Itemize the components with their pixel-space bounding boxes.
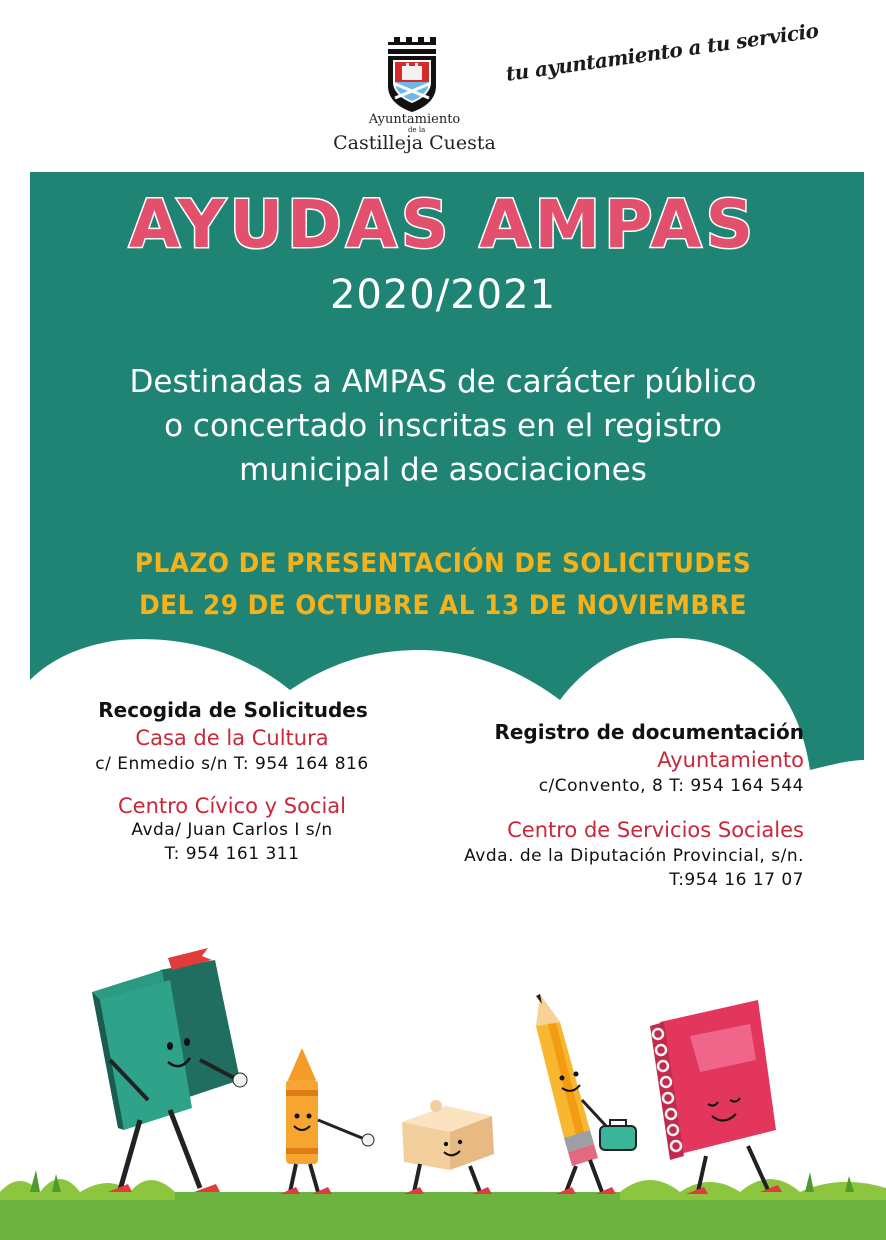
right-place-2-address: Avda. de la Diputación Provincial, s/n. [464, 846, 804, 866]
description-line-2: o concertado inscritas en el registro [164, 408, 722, 444]
book-character [92, 948, 247, 1192]
municipal-logo [322, 36, 507, 156]
poster-year: 2020/2021 [329, 272, 557, 318]
left-info-block [44, 698, 420, 864]
logo-text-de-la: de la [408, 126, 426, 134]
eraser-character [402, 1100, 494, 1194]
pencil-character [536, 994, 636, 1194]
right-heading: Registro de documentación [494, 720, 804, 744]
description-line-3: municipal de asociaciones [239, 452, 647, 488]
left-place-2-phone: T: 954 161 311 [164, 844, 300, 864]
left-place-2: Centro Cívico y Social [117, 794, 347, 818]
right-place-1: Ayuntamiento [657, 748, 804, 772]
logo-text-town: Castilleja Cuesta [333, 132, 496, 154]
castle-crest-icon [384, 36, 440, 112]
left-place-1: Casa de la Cultura [135, 726, 329, 750]
poster-description [40, 360, 846, 492]
deadline-line-1: PLAZO DE PRESENTACIÓN DE SOLICITUDES [134, 548, 752, 579]
left-place-2-address: Avda/ Juan Carlos I s/n [131, 820, 333, 840]
grass-ground [0, 1170, 886, 1240]
description-line-1: Destinadas a AMPAS de carácter público [129, 364, 757, 400]
right-place-2-phone: T:954 16 17 07 [669, 870, 804, 890]
notebook-character [650, 1000, 782, 1194]
slogan: tu ayuntamiento a tu servicio [504, 18, 820, 86]
header [0, 0, 886, 170]
right-place-1-address: c/Convento, 8 T: 954 164 544 [538, 776, 804, 796]
deadline-line-2: DEL 29 DE OCTUBRE AL 13 DE NOVIEMBRE [139, 590, 747, 621]
right-info-block [380, 720, 804, 890]
left-heading: Recogida de Solicitudes [98, 698, 368, 722]
right-place-2: Centro de Servicios Sociales [507, 818, 804, 842]
logo-text-ayuntamiento: Ayuntamiento [368, 112, 461, 127]
poster-title: AYUDAS AMPAS [128, 186, 758, 263]
crayon-character [280, 1048, 374, 1194]
left-place-1-address: c/ Enmedio s/n T: 954 164 816 [95, 754, 369, 774]
school-supplies-illustration [0, 930, 886, 1240]
